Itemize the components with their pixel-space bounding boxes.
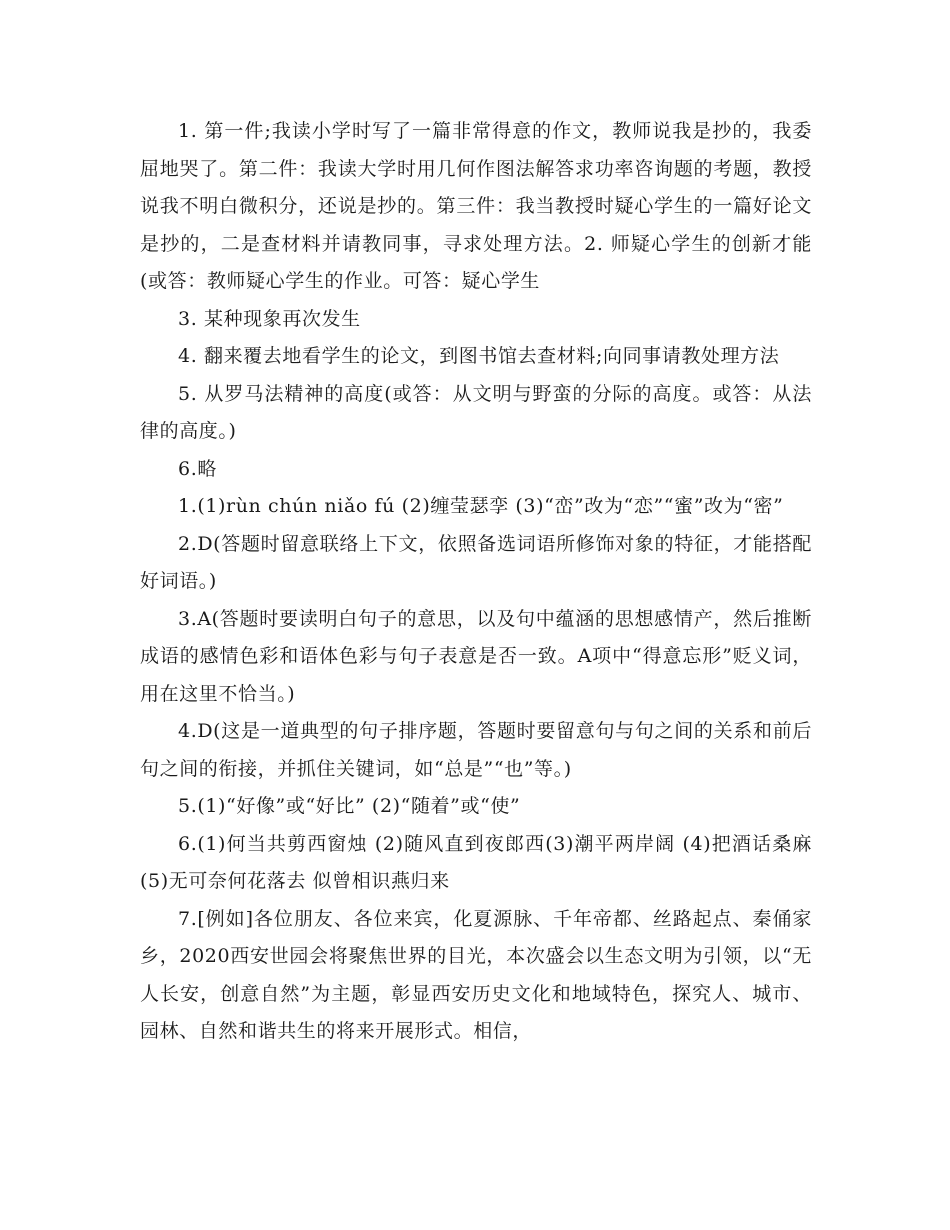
document-body — [140, 113, 812, 1051]
paragraph-answer-b3: 3.A(答题时要读明白句子的意思，以及句中蕴涵的思想感情产，然后推断成语的感情色彩和语体色彩与句子表意是否一致。A项中“得意忘形”贬义词，用在这里不恰当。) — [140, 607, 812, 705]
paragraph-answer-b4: 4.D(这是一道典型的句子排序题，答题时要留意句与句之间的关系和前后句之间的衔接，并抓住关键词，如“总是”“也”等。) — [140, 720, 812, 780]
paragraph-answer-4: 4. 翻来覆去地看学生的论文，到图书馆去查材料;向同事请教处理方法 — [178, 345, 780, 367]
paragraph-answer-b7: 7.[例如]各位朋友、各位来宾，化夏源脉、千年帝都、丝路起点、秦俑家乡，2020西安世园会将聚焦世界的目光，本次盛会以生态文明为引领，以“无人长安，创意自然”为主题，彰显西安历史文化和地域特色，探究人、城市、园林、自然和谐共生的将来开展形式。相信， — [140, 907, 812, 1042]
paragraph-answer-b2: 2.D(答题时留意联络上下文，依照备选词语所修饰对象的特征，才能搭配好词语。) — [140, 532, 812, 592]
paragraph-answer-1: 1. 第一件;我读小学时写了一篇非常得意的作文，教师说我是抄的，我委屈地哭了。第二件：我读大学时用几何作图法解答求功率咨询题的考题，教授说我不明白微积分，还说是抄的。第三件：我当教授时疑心学生的一篇好论文是抄的，二是查材料并请教同事，寻求处理方法。2. 师疑心学生的创新才能(或答：教师疑心学生的作业。可答：疑心学生 — [140, 120, 812, 292]
paragraph-answer-5: 5. 从罗马法精神的高度(或答：从文明与野蛮的分际的高度。或答：从法律的高度。) — [140, 382, 812, 442]
paragraph-answer-b6: 6.(1)何当共剪西窗烛 (2)随风直到夜郎西(3)潮平两岸阔 (4)把酒话桑麻(5)无可奈何花落去 似曾相识燕归来 — [140, 832, 812, 892]
paragraph-answer-3: 3. 某种现象再次发生 — [178, 307, 361, 330]
paragraph-answer-b1: 1.(1)rùn chún niǎo fú (2)缠莹瑟孪 (3)“峦”改为“恋”“蜜”改为“密” — [178, 495, 784, 517]
paragraph-answer-6: 6.略 — [178, 457, 217, 480]
paragraph-answer-b5: 5.(1)“好像”或“好比” (2)“随着”或“使” — [178, 795, 521, 817]
